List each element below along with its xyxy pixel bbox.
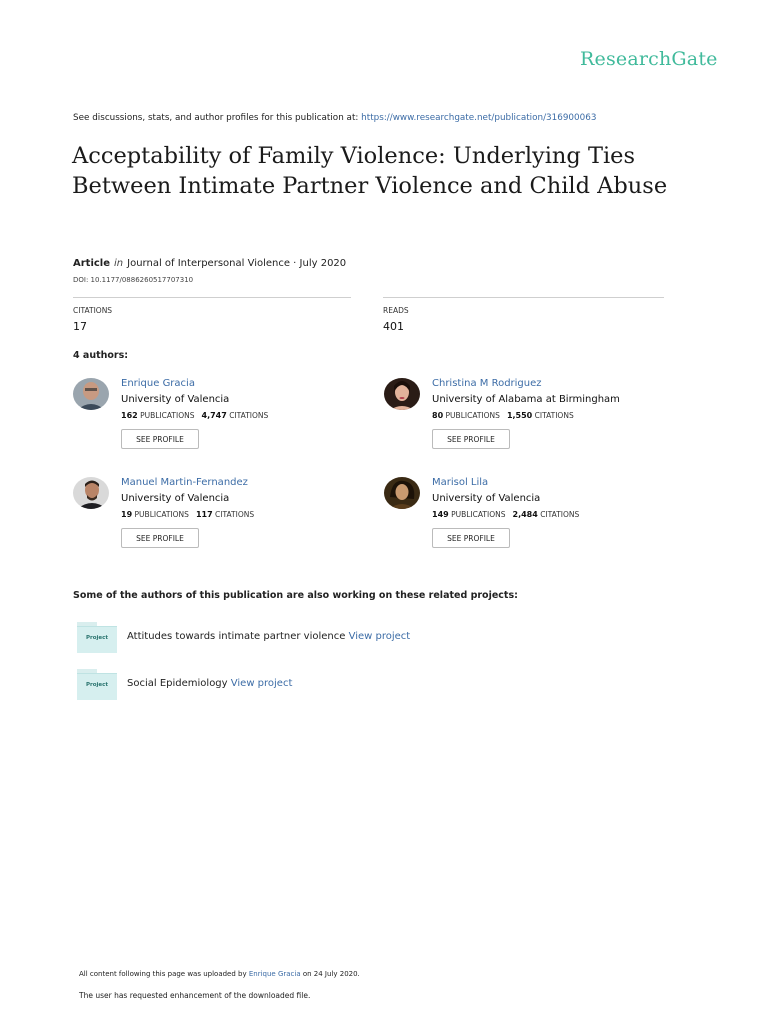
author-institution: University of Valencia [121,493,230,504]
publication-title: Acceptability of Family Violence: Underlying Ties Between Intimate Partner Violence and Child Abuse [72,143,668,199]
view-project-link[interactable]: View project [230,678,293,689]
publications-label: PUBLICATIONS [134,510,189,519]
publications-count: 80 [432,411,444,420]
author-institution: University of Valencia [121,394,230,405]
publications-label: PUBLICATIONS [451,510,506,519]
citations-count: 1,550 [506,411,533,420]
publications-count: 149 [432,510,449,519]
reads-value: 401 [383,320,404,333]
project-title: Attitudes towards intimate partner violence [127,631,346,642]
projects-heading: Some of the authors of this publication are also working on these related projects: [73,590,518,601]
author-avatar[interactable] [384,378,420,410]
project-title: Social Epidemiology [127,678,228,689]
authors-heading: 4 authors: [73,350,129,361]
project-line [127,678,292,689]
reads-divider [383,297,664,298]
publications-label: PUBLICATIONS [445,411,500,420]
article-type: Article [73,258,111,269]
author-stats [121,411,268,420]
project-line [127,631,410,642]
upload-prefix: All content following this page was uploaded by [79,970,249,978]
project-folder-icon[interactable] [77,622,117,652]
author-institution: University of Alabama at Birmingham [432,394,620,405]
project-item [77,669,477,699]
see-profile-button[interactable]: SEE PROFILE [432,429,510,449]
author-card [73,378,373,468]
citations-divider [73,297,351,298]
citations-value: 17 [73,320,87,333]
researchgate-logo[interactable]: ResearchGate [580,48,718,70]
view-project-link[interactable]: View project [348,631,411,642]
author-name-link[interactable]: Christina M Rodriguez [432,378,542,389]
see-profile-button[interactable]: SEE PROFILE [121,429,199,449]
project-icon-label: Project [85,635,109,641]
discussions-line [73,113,596,123]
author-stats [432,411,574,420]
enhancement-note: The user has requested enhancement of the downloaded file. [79,991,311,1000]
publications-count: 19 [121,510,133,519]
citations-label: CITATIONS [534,411,574,420]
upload-note [79,970,360,978]
author-stats [121,510,254,519]
author-name-link[interactable]: Manuel Martin-Fernandez [121,477,248,488]
in-word: in [114,258,124,269]
avatar-photo-icon [73,477,109,509]
citations-label: CITATIONS [229,411,269,420]
author-name-link[interactable]: Marisol Lila [432,477,489,488]
journal-date: Journal of Interpersonal Violence · July 2020 [127,258,347,269]
upload-suffix: on 24 July 2020. [300,970,360,978]
doi: DOI: 10.1177/0886260517707310 [73,276,194,284]
author-institution: University of Valencia [432,493,541,504]
author-name-link[interactable]: Enrique Gracia [121,378,195,389]
avatar-photo-icon [384,477,420,509]
avatar-photo-icon [384,378,420,410]
author-avatar[interactable] [73,378,109,410]
project-folder-icon[interactable] [77,669,117,699]
citations-label: CITATIONS [73,306,113,315]
citations-count: 4,747 [201,411,227,420]
publications-label: PUBLICATIONS [140,411,195,420]
citations-count: 117 [195,510,213,519]
author-card [384,477,684,567]
discussions-text: See discussions, stats, and author profiles for this publication at: [73,113,362,123]
avatar-photo-icon [73,378,109,410]
publication-meta [73,258,346,269]
see-profile-button[interactable]: SEE PROFILE [432,528,510,548]
author-stats [432,510,579,519]
uploader-link[interactable]: Enrique Gracia [248,970,301,978]
citations-label: CITATIONS [540,510,580,519]
author-card [73,477,373,567]
project-item [77,622,477,652]
publications-count: 162 [121,411,138,420]
author-card [384,378,684,468]
citations-label: CITATIONS [215,510,255,519]
see-profile-button[interactable]: SEE PROFILE [121,528,199,548]
author-avatar[interactable] [73,477,109,509]
publication-url-link[interactable]: https://www.researchgate.net/publication/316900063 [361,113,597,123]
reads-label: READS [383,306,409,315]
project-icon-label: Project [85,682,109,688]
citations-count: 2,484 [512,510,538,519]
author-avatar[interactable] [384,477,420,509]
